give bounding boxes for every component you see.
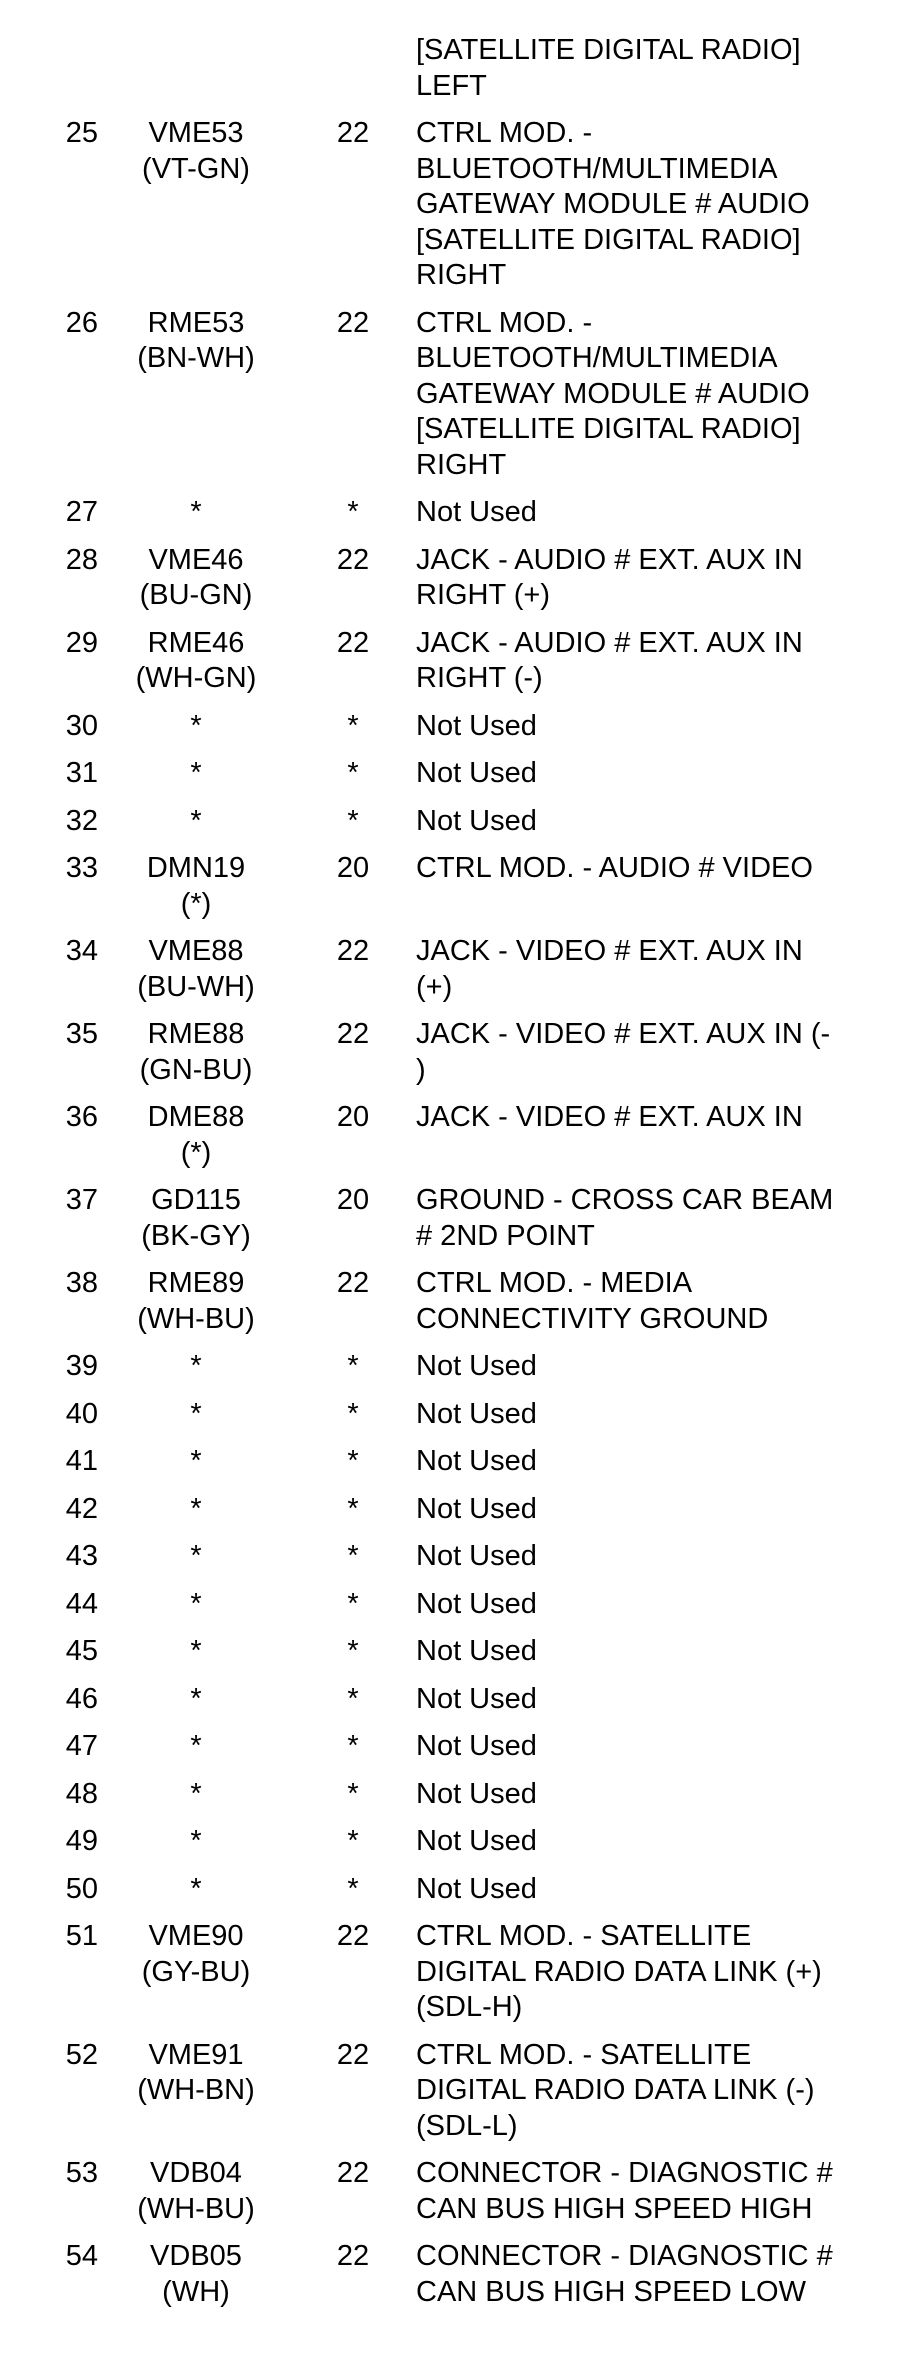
circuit-wire-color: * (190, 1825, 202, 1857)
cavity-number: 35 (65, 1018, 98, 1050)
cavity-number: 44 (65, 1587, 98, 1620)
circuit-wire-color: VME53 (VT-GN) (142, 117, 250, 185)
cavity-number: 47 (65, 1730, 98, 1762)
cavity-number: 37 (65, 1184, 98, 1216)
cavity-number: 27 (65, 496, 98, 528)
wire-gauge: * (347, 1777, 359, 1810)
wire-gauge: * (347, 496, 359, 528)
table-row (0, 1919, 914, 2038)
circuit-function: CTRL MOD. - BLUETOOTH/MULTIMEDIA GATEWAY MODULE # AUDIO [SATELLITE DIGITAL RADIO] RIGHT (416, 306, 810, 481)
wire-gauge: * (347, 709, 359, 742)
table-row (0, 1777, 914, 1825)
table-row (0, 1183, 914, 1266)
table-row (0, 1729, 914, 1777)
circuit-wire-color: * (190, 1397, 202, 1430)
table-row (0, 2156, 914, 2239)
cavity-number: 52 (65, 2038, 98, 2071)
circuit-function: Not Used (416, 1540, 537, 1572)
cavity-number: 36 (65, 1101, 98, 1133)
circuit-function: JACK - AUDIO # EXT. AUX IN RIGHT (-) (416, 626, 803, 694)
wire-gauge: 22 (336, 117, 370, 149)
circuit-function: CTRL MOD. - MEDIA CONNECTIVITY GROUND (416, 1267, 769, 1335)
cavity-number: 38 (65, 1267, 98, 1299)
circuit-wire-color: VME88 (BU-WH) (137, 935, 255, 1003)
cavity-number: 39 (65, 1350, 98, 1382)
circuit-wire-color: * (190, 804, 202, 837)
circuit-function: Not Used (416, 1730, 537, 1762)
cavity-number: 53 (65, 2157, 98, 2189)
table-row (0, 1872, 914, 1920)
cavity-number: 28 (65, 543, 98, 576)
table-row (0, 1266, 914, 1349)
wire-gauge: * (347, 1397, 359, 1430)
circuit-wire-color: RME53 (BN-WH) (137, 306, 255, 374)
table-row (0, 495, 914, 543)
circuit-wire-color: GD115 (BK-GY) (141, 1184, 251, 1252)
circuit-function: Not Used (416, 804, 537, 837)
circuit-function: JACK - VIDEO # EXT. AUX IN (+) (416, 935, 803, 1003)
table-row (0, 709, 914, 757)
table-row (0, 1539, 914, 1587)
wire-gauge: 20 (336, 1101, 370, 1133)
circuit-wire-color: VDB04 (WH-BU) (137, 2157, 255, 2225)
circuit-wire-color: * (190, 1492, 202, 1525)
cavity-number: 46 (65, 1682, 98, 1715)
circuit-wire-color: VME91 (WH-BN) (137, 2038, 255, 2106)
circuit-wire-color: RME88 (GN-BU) (139, 1018, 253, 1086)
circuit-function: Not Used (416, 1350, 537, 1382)
circuit-wire-color: * (190, 1777, 202, 1810)
table-row (0, 1444, 914, 1492)
table-row (0, 1492, 914, 1540)
table-row (0, 1682, 914, 1730)
wire-gauge: * (347, 1492, 359, 1525)
cavity-number: 42 (65, 1492, 98, 1525)
cavity-number: 40 (65, 1397, 98, 1430)
cavity-number: 34 (65, 935, 98, 967)
circuit-function: CTRL MOD. - SATELLITE DIGITAL RADIO DATA LINK (+) (SDL-H) (416, 1920, 822, 2023)
wire-gauge: * (347, 1635, 359, 1667)
table-row (0, 2038, 914, 2157)
circuit-function: Not Used (416, 1682, 537, 1715)
circuit-wire-color: RME89 (WH-BU) (137, 1267, 255, 1335)
wire-gauge: 22 (336, 543, 370, 576)
circuit-function: CTRL MOD. - BLUETOOTH/MULTIMEDIA GATEWAY MODULE # AUDIO [SATELLITE DIGITAL RADIO] RIGHT (416, 117, 810, 291)
wire-gauge: * (347, 1825, 359, 1857)
circuit-function: CONNECTOR - DIAGNOSTIC # CAN BUS HIGH SPEED LOW (416, 2240, 833, 2308)
circuit-wire-color: * (190, 1682, 202, 1715)
wire-gauge: 22 (336, 1018, 370, 1050)
circuit-wire-color: VME46 (BU-GN) (139, 543, 253, 611)
circuit-function: CONNECTOR - DIAGNOSTIC # CAN BUS HIGH SPEED HIGH (416, 2157, 833, 2225)
wire-gauge: * (347, 1350, 359, 1382)
wire-gauge: 22 (336, 1920, 370, 1952)
circuit-function: Not Used (416, 1872, 537, 1905)
wire-gauge: 22 (336, 2240, 370, 2272)
wire-gauge: * (347, 1730, 359, 1762)
cavity-number: 29 (65, 626, 98, 659)
circuit-wire-color: * (190, 1587, 202, 1620)
table-row (0, 1100, 914, 1183)
circuit-wire-color: * (190, 757, 202, 789)
table-row (0, 1824, 914, 1872)
circuit-function: Not Used (416, 1825, 537, 1857)
table-row (0, 756, 914, 804)
circuit-wire-color: DMN19 (*) (146, 852, 246, 920)
cavity-number: 51 (65, 1920, 98, 1952)
circuit-wire-color: * (190, 496, 202, 528)
wire-gauge: 22 (336, 2157, 370, 2189)
circuit-wire-color: * (190, 1445, 202, 1477)
wire-gauge: 22 (336, 306, 370, 339)
circuit-function: JACK - AUDIO # EXT. AUX IN RIGHT (+) (416, 543, 803, 611)
circuit-wire-color: * (190, 1635, 202, 1667)
table-row (0, 1587, 914, 1635)
circuit-wire-color: * (190, 1730, 202, 1762)
circuit-wire-color: * (190, 1540, 202, 1572)
cavity-number: 50 (65, 1872, 98, 1905)
table-row (0, 2239, 914, 2322)
table-row (0, 1397, 914, 1445)
table-row (0, 306, 914, 496)
wire-gauge: * (347, 1587, 359, 1620)
table-row (0, 1634, 914, 1682)
wire-gauge: 20 (336, 852, 370, 884)
circuit-function: Not Used (416, 1445, 537, 1477)
table-row (0, 804, 914, 852)
wire-gauge: 22 (336, 1267, 370, 1299)
circuit-wire-color: * (190, 709, 202, 742)
wire-gauge: 22 (336, 2038, 370, 2071)
cavity-number: 41 (65, 1445, 98, 1477)
cavity-number: 25 (65, 117, 98, 149)
cavity-number: 32 (65, 804, 98, 837)
table-row (0, 543, 914, 626)
wire-gauge: * (347, 1445, 359, 1477)
circuit-wire-color: VDB05 (WH) (150, 2240, 242, 2308)
table-row (0, 1017, 914, 1100)
circuit-function: Not Used (416, 1492, 537, 1525)
circuit-wire-color: DME88 (*) (147, 1101, 245, 1169)
cavity-number: 33 (65, 852, 98, 884)
circuit-function: Not Used (416, 1777, 537, 1810)
circuit-function: GROUND - CROSS CAR BEAM # 2ND POINT (416, 1184, 834, 1252)
wire-gauge: * (347, 757, 359, 789)
circuit-function: Not Used (416, 757, 537, 789)
table-row (0, 851, 914, 934)
circuit-function: Not Used (416, 496, 537, 528)
connector-pinout-table (0, 33, 914, 2322)
table-row (0, 1349, 914, 1397)
cavity-number: 31 (65, 757, 98, 789)
wire-gauge: * (347, 1872, 359, 1905)
circuit-wire-color: VME90 (GY-BU) (141, 1920, 251, 1988)
circuit-wire-color: * (190, 1872, 202, 1905)
cavity-number: 43 (65, 1540, 98, 1572)
cavity-number: 48 (65, 1777, 98, 1810)
circuit-function: Not Used (416, 1587, 537, 1620)
wire-gauge: * (347, 804, 359, 837)
circuit-function: Not Used (416, 709, 537, 742)
circuit-wire-color: RME46 (WH-GN) (135, 626, 257, 694)
wire-gauge: * (347, 1540, 359, 1572)
circuit-function: [SATELLITE DIGITAL RADIO] LEFT (416, 34, 801, 102)
wire-gauge: 22 (336, 935, 370, 967)
cavity-number: 26 (65, 306, 98, 339)
cavity-number: 30 (65, 709, 98, 742)
wire-gauge: * (347, 1682, 359, 1715)
circuit-function: JACK - VIDEO # EXT. AUX IN (416, 1101, 803, 1133)
table-row (0, 33, 914, 116)
cavity-number: 54 (65, 2240, 98, 2272)
circuit-function: CTRL MOD. - AUDIO # VIDEO (416, 852, 813, 884)
wire-gauge: 20 (336, 1184, 370, 1216)
circuit-function: JACK - VIDEO # EXT. AUX IN (- ) (416, 1018, 831, 1086)
cavity-number: 45 (65, 1635, 98, 1667)
circuit-function: CTRL MOD. - SATELLITE DIGITAL RADIO DATA LINK (-) (SDL-L) (416, 2038, 815, 2142)
table-row (0, 934, 914, 1017)
circuit-function: Not Used (416, 1635, 537, 1667)
wire-gauge: 22 (336, 626, 370, 659)
circuit-wire-color: * (190, 1350, 202, 1382)
cavity-number: 49 (65, 1825, 98, 1857)
table-row (0, 116, 914, 306)
table-row (0, 626, 914, 709)
circuit-function: Not Used (416, 1397, 537, 1430)
